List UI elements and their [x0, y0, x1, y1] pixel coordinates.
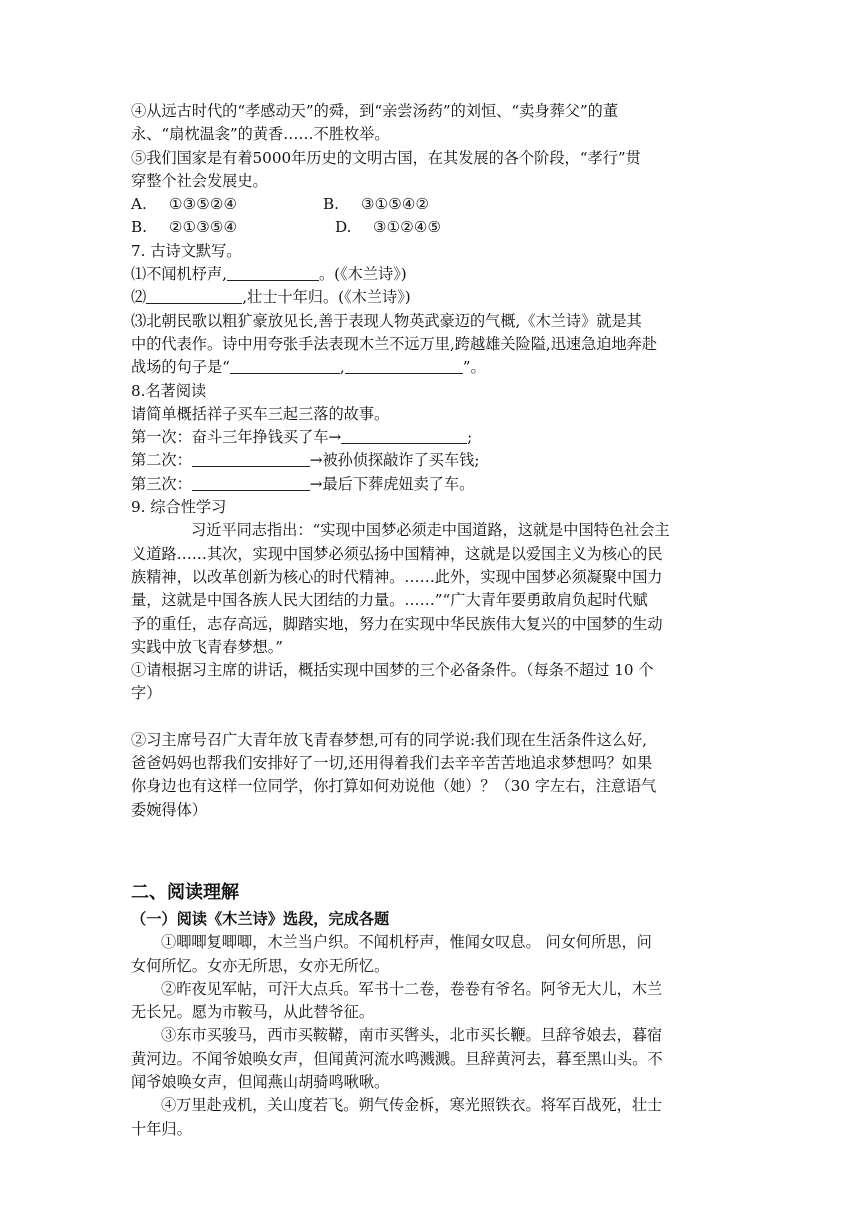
q9-sub2-line2: 爸爸妈妈也帮我们安排好了一切,还用得着我们去辛辛苦苦地追求梦想吗？如果	[131, 754, 653, 773]
q8-third	[131, 473, 731, 496]
q8-first-suffix: ;	[467, 428, 473, 447]
q8-second	[131, 449, 731, 472]
q9-quote-line2: 义道路……其次，实现中国梦必须弘扬中国精神，这就是以爱国主义为核心的民	[131, 544, 663, 563]
q7-line2-suffix: ,壮士十年归。(《木兰诗》)	[242, 288, 411, 307]
q7-line3-comma: ,	[339, 358, 345, 377]
q9-sub2-line1: ②习主席号召广大青年放飞青春梦想,可有的同学说:我们现在生活条件这么好,	[131, 730, 647, 749]
q7-line2-prefix: ⑵	[131, 288, 147, 307]
q8-title: 8.名著阅读	[131, 381, 207, 400]
poem-para4-line2: 十年归。	[131, 1119, 192, 1138]
q8-first-prefix: 第一次：奋斗三年挣钱买了车→	[131, 428, 342, 447]
q8-second-prefix: 第二次：	[131, 451, 192, 470]
option-c-text: ②①③⑤④	[169, 218, 238, 237]
q7-line3-suffix: ”。	[462, 358, 486, 377]
q8-second-suffix: →被孙侦探敲诈了买车钱;	[309, 451, 480, 470]
q8-blank-2[interactable]	[192, 451, 310, 467]
exam-page	[131, 100, 731, 1141]
q7-blank-4[interactable]	[345, 358, 463, 374]
option-b-label: B.	[323, 195, 339, 214]
q7-blank-1[interactable]	[227, 265, 319, 281]
q7-line1-prefix: ⑴不闻机杼声,	[131, 265, 227, 284]
q7-line3-1: ⑶北朝民歌以粗犷豪放见长,善于表现人物英武豪迈的气概,《木兰诗》就是其	[131, 311, 642, 330]
q8-blank-3[interactable]	[192, 475, 310, 491]
option-a-text: ①③⑤②④	[169, 195, 238, 214]
q7-blank-2[interactable]	[146, 288, 242, 304]
poem-para4-line1: ④万里赴戎机，关山度若飞。朔气传金柝，寒光照铁衣。将军百战死，壮士	[161, 1096, 663, 1115]
q9-sub2-line4: 委婉得体）	[131, 800, 207, 819]
q9-sub1-line2: 字）	[131, 684, 162, 703]
poem-para2-line1: ②昨夜见军帖，可汗大点兵。军书十二卷，卷卷有爷名。阿爷无大儿，木兰	[161, 979, 663, 998]
q8-third-prefix: 第三次：	[131, 474, 192, 493]
poem-para3-line3: 闻爷娘唤女声，但闻燕山胡骑鸣啾啾。	[131, 1072, 390, 1091]
option-a-label: A.	[131, 195, 147, 214]
q9-quote-line6: 实践中放飞青春梦想。”	[131, 637, 284, 656]
q8-blank-1[interactable]	[341, 428, 467, 444]
q8-third-suffix: →最后下葬虎妞卖了车。	[309, 474, 475, 493]
q6-options-row1	[131, 193, 731, 216]
answer-space	[131, 706, 731, 729]
q9-sub2-line3: 你身边也有这样一位同学，你打算如何劝说他（她）？（30 字左右，注意语气	[131, 777, 657, 796]
q7-blank-3[interactable]	[230, 358, 340, 374]
q9-quote-line1: 习近平同志指出：“实现中国梦必须走中国道路，这就是中国特色社会主	[191, 521, 670, 540]
q6-item5-line2: 穿整个社会发展史。	[131, 171, 268, 190]
poem-para1-line1: ①唧唧复唧唧，木兰当户织。不闻机杼声，惟闻女叹息。 问女何所思，问	[161, 933, 652, 952]
q9-quote-line3: 族精神，以改革创新为核心的时代精神。……此外，实现中国梦必须凝聚中国力	[131, 567, 663, 586]
q6-options-row2	[131, 216, 731, 239]
q7-line3-prefix: 战场的句子是“	[131, 358, 230, 377]
q6-item4-line2: 永、“扇枕温衾”的黄香……不胜枚举。	[131, 125, 390, 144]
subsection-heading: （一）阅读《木兰诗》选段，完成各题	[131, 909, 390, 928]
q7-line3-2: 中的代表作。诗中用夸张手法表现木兰不远万里,跨越雄关险隘,迅速急迫地奔赴	[131, 334, 658, 353]
answer-space	[131, 822, 731, 868]
option-d-label: D.	[335, 218, 352, 237]
q9-quote-line4: 量，这就是中国各族人民大团结的力量。……”“广大青年要勇敢肩负起时代赋	[131, 591, 648, 610]
q8-first	[131, 426, 731, 449]
option-c-label: B.	[131, 218, 147, 237]
poem-para3-line1: ③东市买骏马，西市买鞍鞯，南市买辔头，北市买长鞭。旦辞爷娘去，暮宿	[161, 1026, 663, 1045]
q7-title: 7. 古诗文默写。	[131, 241, 242, 260]
q9-quote-line5: 予的重任，志存高远，脚踏实地，努力在实现中华民族伟大复兴的中国梦的生动	[131, 614, 663, 633]
q7-line3-3	[131, 356, 731, 379]
q6-item5-line1: ⑤我们国家是有着5000年历史的文明古国，在其发展的各个阶段，“孝行”贯	[131, 148, 641, 167]
q9-title: 9. 综合性学习	[131, 498, 227, 517]
option-b-text: ③①⑤④②	[361, 195, 430, 214]
q6-item4-line1: ④从远古时代的“孝感动天”的舜，到“亲尝汤药”的刘恒、“卖身葬父”的董	[131, 102, 619, 120]
q7-line1	[131, 263, 731, 286]
poem-para2-line2: 无长兄。愿为市鞍马，从此替爷征。	[131, 1003, 374, 1022]
option-d-text: ③①②④⑤	[373, 218, 442, 237]
section-heading: 二、阅读理解	[131, 881, 239, 903]
q7-line2	[131, 286, 731, 309]
poem-para1-line2: 女何所忆。女亦无所思，女亦无所忆。	[131, 956, 390, 975]
q8-prompt: 请简单概括祥子买车三起三落的故事。	[131, 404, 390, 423]
q7-line1-suffix: 。(《木兰诗》)	[318, 265, 407, 284]
poem-para3-line2: 黄河边。不闻爷娘唤女声，但闻黄河流水鸣溅溅。旦辞黄河去，暮至黑山头。不	[131, 1049, 663, 1068]
q9-sub1-line1: ①请根据习主席的讲话，概括实现中国梦的三个必备条件。（每条不超过 10 个	[131, 661, 654, 680]
